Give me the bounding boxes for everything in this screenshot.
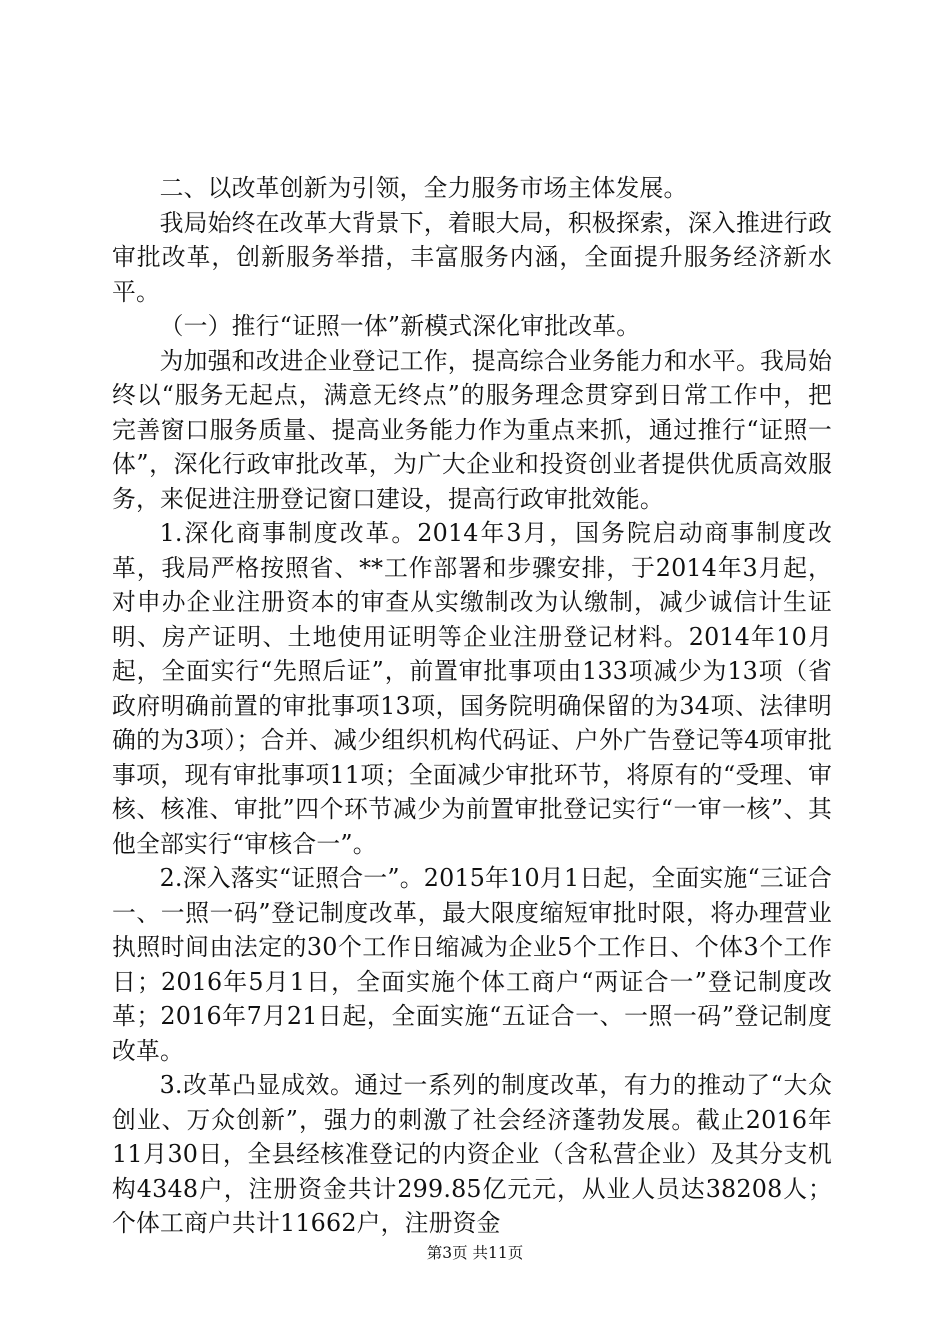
paragraph-item-3: 3.改革凸显成效。通过一系列的制度改革，有力的推动了“大众创业、万众创新”，强力的刺激了社会经济蓬勃发展。截止2016年11月30日，全县经核准登记的内资企业（含私营企业）及其分支机构4348户，注册资金共计299.85亿元元，从业人员达38208人；个体工商户共计11662户，注册资金 <box>112 1071 832 1237</box>
paragraph-item-2: 2.深入落实“证照合一”。2015年10月1日起，全面实施“三证合一、一照一码”登记制度改革，最大限度缩短审批时限，将办理营业执照时间由法定的30个工作日缩减为企业5个工作日、个体3个工作日；2016年5月1日，全面实施个体工商户“两证合一”登记制度改革；2016年7月21日起，全面实施“五证合一、一照一码”登记制度改革。 <box>112 864 832 1065</box>
paragraph: 为加强和改进企业登记工作，提高综合业务能力和水平。我局始终以“服务无起点，满意无终点”的服务理念贯穿到日常工作中，把完善窗口服务质量、提高业务能力作为重点来抓，通过推行“证照一体”，深化行政审批改革，为广大企业和投资创业者提供优质高效服务，来促进注册登记窗口建设，提高行政审批效能。 <box>112 346 832 513</box>
subsection-heading: （一）推行“证照一体”新模式深化审批改革。 <box>159 312 641 340</box>
paragraph-item-1: 1.深化商事制度改革。2014年3月，国务院启动商事制度改革，我局严格按照省、**工作部署和步骤安排，于2014年3月起，对申办企业注册资本的审查从实缴制改为认缴制，减少诚信计生证明、房产证明、土地使用证明等企业注册登记材料。2014年10月起，全面实行“先照后证”，前置审批事项由133项减少为13项（省政府明确前置的审批事项13项，国务院明确保留的为34项、法律明确的为3项）；合并、减少组织机构代码证、户外广告登记等4项审批事项，现有审批事项11项；全面减少审批环节，将原有的“受理、审核、核准、审批”四个环节减少为前置审批登记实行“一审一核”、其他全部实行“审核合一”。 <box>112 519 832 858</box>
page-footer: 第3页 共11页 <box>426 1244 524 1262</box>
section-heading: 二、以改革创新为引领，全力服务市场主体发展。 <box>159 174 688 202</box>
document-body <box>112 171 832 1241</box>
paragraph: 我局始终在改革大背景下，着眼大局，积极探索，深入推进行政审批改革，创新服务举措，丰富服务内涵，全面提升服务经济新水平。 <box>112 208 832 306</box>
